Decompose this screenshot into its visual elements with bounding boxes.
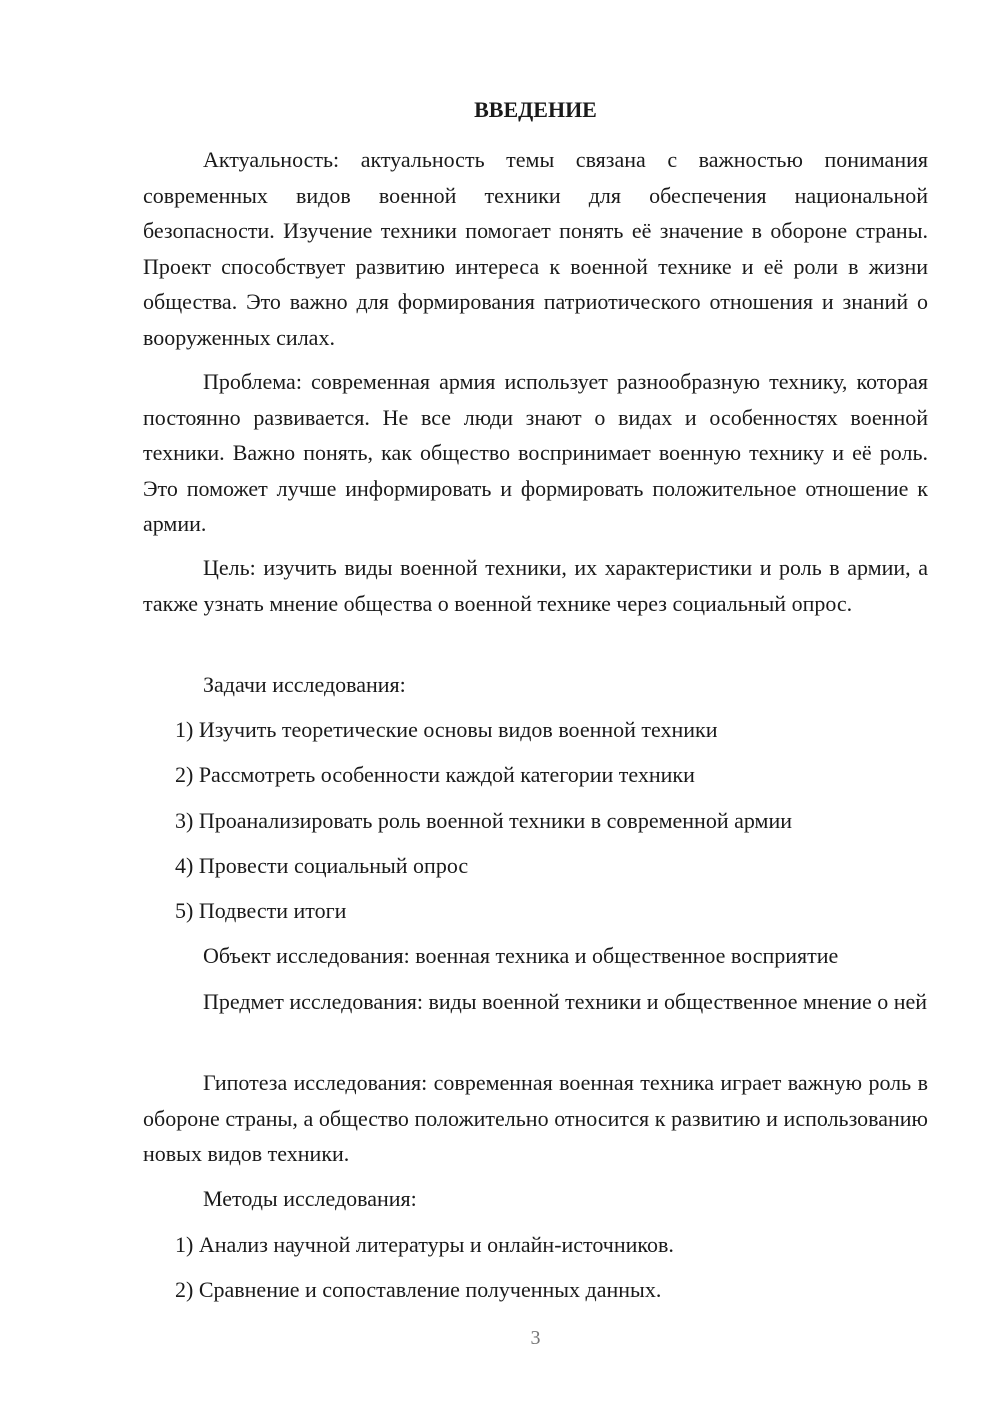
method-item-2: 2) Сравнение и сопоставление полученных данных. [175,1277,662,1302]
task-item-5: 5) Подвести итоги [175,898,347,923]
tasks-heading: Задачи исследования: [203,672,406,697]
page-number: 3 [530,1327,541,1349]
subject-paragraph: Предмет исследования: виды военной техники и общественное мнение о ней [203,989,928,1014]
methods-heading: Методы исследования: [203,1186,417,1211]
page-title: ВВЕДЕНИЕ [474,97,597,122]
hypothesis-paragraph: Гипотеза исследования: современная военная техника играет важную роль в обороне страны, а общество положительно относится к развитию и использованию новых видов техники. [143,1070,928,1166]
task-item-4: 4) Провести социальный опрос [175,853,469,878]
object-paragraph: Объект исследования: военная техника и общественное восприятие [203,943,839,968]
relevance-paragraph: Актуальность: актуальность темы связана с важностью понимания современных видов военной техники для обеспечения национальной безопасности. Изучение техники помогает понять её значение в обороне страны. Проект способствует развитию интереса к военной технике и её роли в жизни общества. Это важно для формирования патриотического отношения и знаний о вооруженных силах. [143,147,928,350]
goal-paragraph: Цель: изучить виды военной техники, их характеристики и роль в армии, а также узнать мнение общества о военной технике через социальный опрос. [143,555,928,616]
task-item-1: 1) Изучить теоретические основы видов военной техники [175,717,718,742]
method-item-1: 1) Анализ научной литературы и онлайн-источников. [175,1232,674,1257]
problem-paragraph: Проблема: современная армия использует разнообразную технику, которая постоянно развивается. Не все люди знают о видах и особенностях военной техники. Важно понять, как общество воспринимает военную технику и её роль. Это поможет лучше информировать и формировать положительное отношение к армии. [143,369,928,536]
task-item-3: 3) Проанализировать роль военной техники в современной армии [175,808,792,833]
document-page [143,0,928,1414]
task-item-2: 2) Рассмотреть особенности каждой категории техники [175,762,695,787]
